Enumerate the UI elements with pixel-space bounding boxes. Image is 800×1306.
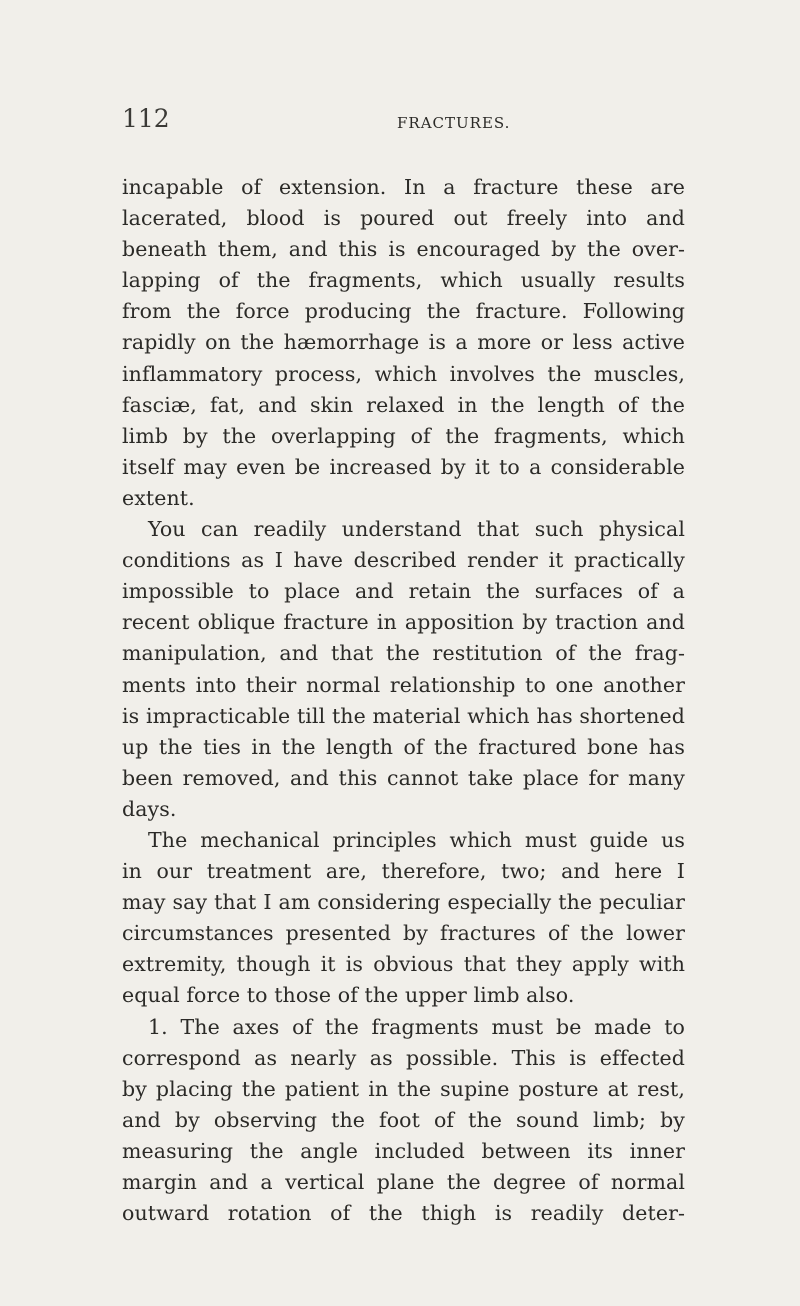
text-line: and by observing the foot of the sound limb; by <box>122 1107 685 1132</box>
text-line: recent oblique fracture in apposition by traction and <box>122 610 685 635</box>
body-text <box>122 172 685 1229</box>
text-line: lapping of the fragments, which usually results <box>122 268 685 293</box>
text-line: circumstances presented by fractures of the lower <box>122 921 685 946</box>
text-line: is impracticable till the material which has shortened <box>122 703 685 728</box>
text-line: incapable of extension. In a fracture these are <box>122 175 685 199</box>
text-line: extremity, though it is obvious that they apply with <box>122 952 685 977</box>
text-line: itself may even be increased by it to a considerable <box>122 454 685 479</box>
text-line: measuring the angle included between its inner <box>122 1138 685 1163</box>
text-line: from the force producing the fracture. Following <box>122 299 685 324</box>
text-line: by placing the patient in the supine posture at rest, <box>122 1076 685 1101</box>
text-line: manipulation, and that the restitution of the frag- <box>122 641 685 666</box>
text-line: fasciæ, fat, and skin relaxed in the length of the <box>122 392 685 417</box>
text-line: inflammatory process, which involves the muscles, <box>122 361 685 386</box>
text-line: lacerated, blood is poured out freely into and <box>122 206 685 231</box>
text-line: extent. <box>122 485 195 510</box>
text-line: beneath them, and this is encouraged by the over- <box>122 237 685 262</box>
text-line: margin and a vertical plane the degree of normal <box>122 1170 685 1194</box>
text-line: correspond as nearly as possible. This is effected <box>122 1045 685 1070</box>
text-line: may say that I am considering especially the peculiar <box>122 890 685 915</box>
text-line: in our treatment are, therefore, two; and here I <box>122 859 685 884</box>
text-line: conditions as I have described render it practically <box>122 548 685 573</box>
page-header <box>0 104 800 144</box>
running-head: FRACTURES. <box>397 114 511 132</box>
text-line: limb by the overlapping of the fragments, which <box>122 423 685 448</box>
text-line: 1. The axes of the fragments must be made to <box>148 1014 685 1039</box>
text-line: You can readily understand that such physical <box>148 517 685 542</box>
text-line: rapidly on the hæmorrhage is a more or less active <box>122 330 685 355</box>
text-line: days. <box>122 796 177 821</box>
page-number: 112 <box>122 104 170 133</box>
text-line: equal force to those of the upper limb also. <box>122 983 575 1008</box>
text-line: The mechanical principles which must guide us <box>148 827 685 852</box>
text-line: up the ties in the length of the fractured bone has <box>122 734 685 759</box>
text-line: impossible to place and retain the surfaces of a <box>122 579 685 604</box>
text-line: ments into their normal relationship to one another <box>122 672 685 697</box>
text-line: been removed, and this cannot take place for many <box>122 765 685 790</box>
text-line: outward rotation of the thigh is readily deter- <box>122 1201 685 1226</box>
